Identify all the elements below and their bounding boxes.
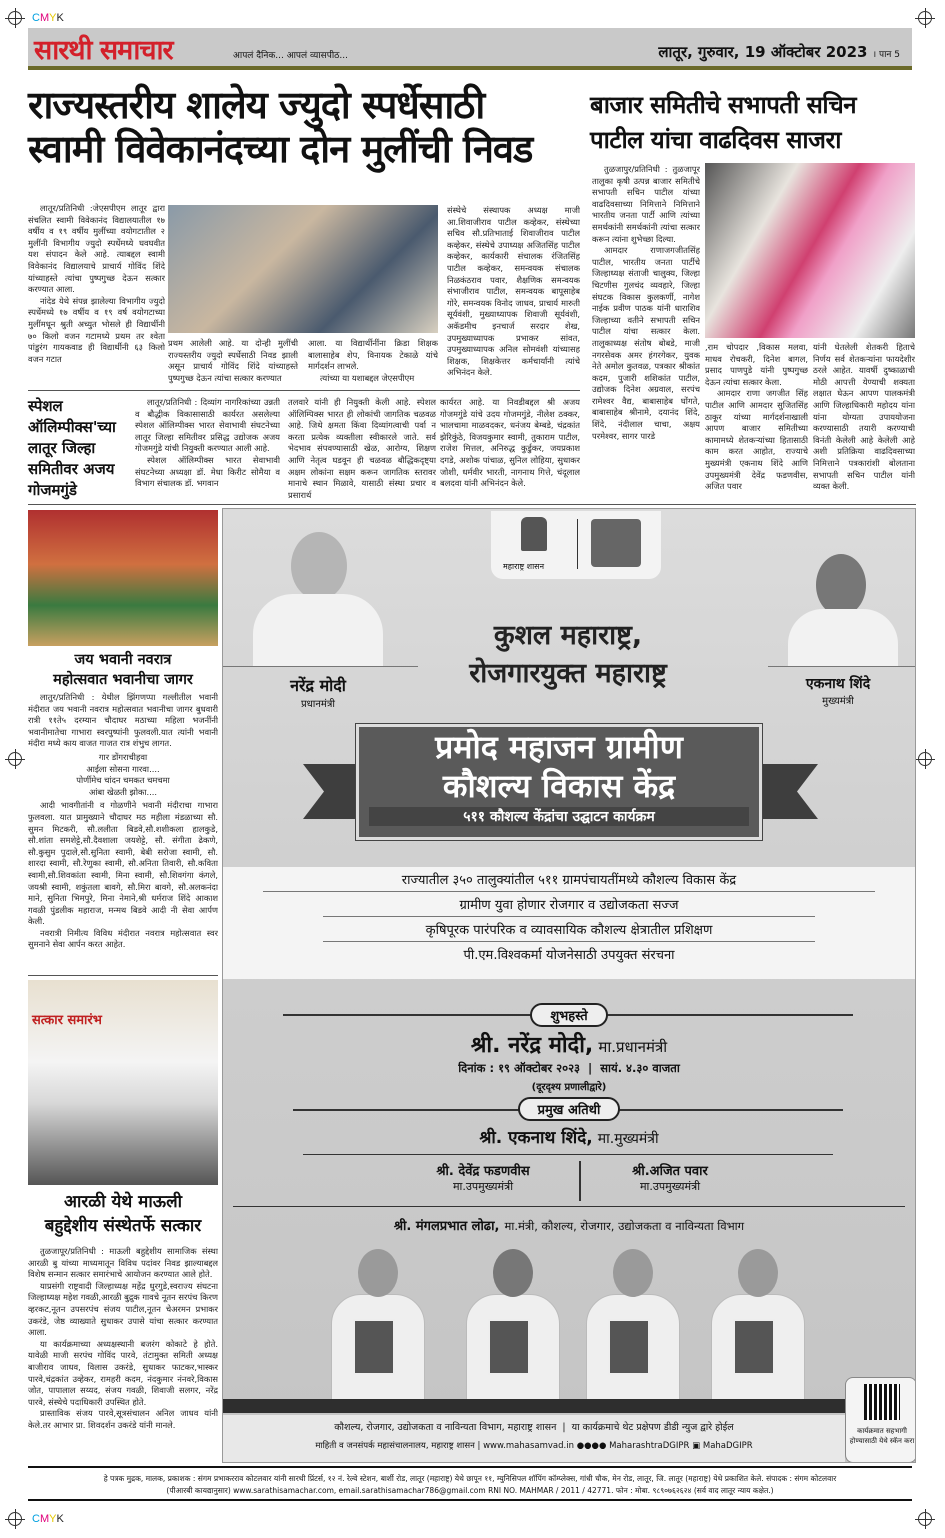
olympics-headline: स्पेशल ऑलिम्पीक्स'च्या लातूर जिल्हा समितीवर अजय गोजमगुंडे xyxy=(28,397,116,499)
youtube-icon: ▣ xyxy=(692,1441,701,1451)
divider xyxy=(28,975,218,976)
registration-mark-icon xyxy=(8,1512,22,1526)
qr-code[interactable] xyxy=(864,1384,900,1420)
judo-column-2: प्रथम आलेली आहे. या दोन्ही मुलींची राज्यस्तरीय ज्युदो स्पर्धेसाठी निवड झाली असून प्राचार्य गोविंद शिंदे यांच्याहस्ते पुष्पगुच्छ देऊन त्यांचा सत्कार करण्यात xyxy=(168,338,298,383)
qr-caption: कार्यक्रमात सहभागी होण्यासाठी येथे स्कॅन करा xyxy=(849,1427,915,1445)
chief-guest: श्री. नरेंद्र मोदी, मा.प्रधानमंत्री xyxy=(470,1033,668,1058)
leader-holding-magazine xyxy=(703,1249,813,1399)
judo-award-photo xyxy=(168,205,438,333)
registration-mark-icon xyxy=(918,1512,932,1526)
bazar-column-3: यांनी घेतलेली शेतकरी हिताचे निर्णय सर्व शेतकऱ्यांना फायदेशीर ठरले आहेत. यावर्षी दुष्काळाची मोठी आपत्ती येण्याची शक्यता लक्षात घेऊन आपण पालकमंत्री आणि जिल्हाधिकारी महोदय यांना यांना योग्यता उपाययोजना करण्यासाठी तयारी करण्याची विनंती केलेली आहे केलेली आहे अशी प्रतिक्रिया वाढदिवसाच्या निमित्ताने पत्रकारांशी बोलताना सभापती सचिन पाटील यांनी व्यक्त केली. xyxy=(813,342,915,492)
deputy-cm-2: श्री.अजित पवार मा.उपमुख्यमंत्री xyxy=(632,1164,708,1193)
cmyk-label: CMYK xyxy=(32,12,64,24)
leader-holding-magazine xyxy=(323,1249,433,1399)
registration-mark-icon xyxy=(8,752,22,766)
cm-caption: एकनाथ शिंदे मुख्यमंत्री xyxy=(805,676,871,707)
minister-line: श्री. मंगलप्रभात लोढा, मा.मंत्री, कौशल्य, रोजगार, उद्योजकता व नाविन्यता विभाग xyxy=(393,1219,745,1234)
national-emblem-icon xyxy=(521,517,547,551)
olympics-column-2: तलवारे यांनी ही नियुक्ती केली आहे. स्पेशल ऑलिम्पिक्स भारत ही लोकांची जागतिक चळवळ आहे. जिथे क्षमता किंवा दिव्यांगत्वाची पर्वा न करता प्रत्येक व्यक्तीला स्वीकारले जाते. सर्व भेदभाव संपवण्यासाठी खेळ, आरोग्य, शिक्षण आणि नेतृत्व घडवून ही चळवळ बौद्धिकदृष्ट्या अक्षम लोकांना सक्षम करून जागतिक स्तरावर मानाचे स्थान मिळावे, यासाठी संस्था प्रचार व प्रसारार्थ xyxy=(288,397,436,500)
verse: गार डोंगराचीहवा आईला सोसना गारवा.... पोर्णीमेच चांदन चमकत चमचमा आंबा खेळती झोका.... xyxy=(76,751,170,797)
leader-holding-magazine xyxy=(458,1249,568,1399)
birthday-felicitation-photo xyxy=(705,163,915,338)
website-link[interactable]: www.mahasamvad.in xyxy=(483,1441,574,1451)
leader-holding-magazine xyxy=(578,1249,688,1399)
judo-column-4: संस्थेचे संस्थापक अध्यक्ष माजी आ.शिवाजीराव पाटील कव्हेकर, संस्थेच्या सचिव सौ.प्रतिभाताई शिवाजीराव पाटील कव्हेकर, संस्थेचे उपाध्यक्ष अजितसिंह पाटील कव्हेकर, कार्यकारी संचालक रंजितसिंह पाटील कव्हेकर, समन्वयक संचालक निळकंठराव पवार, शैक्षणिक समन्वयक संभाजीराव पाटील, समन्वयक बापूसाहेब गोरे, समन्वयक विनोद जाधव, प्राचार्य मारुती सूर्यवंशी, मुख्याध्यापक शिवाजी सूर्यवंशी, अकॅडमीच इनचार्ज सरदार शेख, उपमुख्याध्यापक प्रभाकर सांवत, उपमुख्याध्यापक अनिल सोमवंशी यांच्यासह शिक्षक, शिक्षकेत्तर कर्मचार्यांनी त्यांचे अभिनंदन केले. xyxy=(447,205,580,378)
imprint-line: हे पत्रक मुद्रक, मालक, प्रकाशक : संगम प्रभाकरराव कोटलवार यांनी सारथी प्रिंटर्स, १२ नं. रेल्वे स्टेशन, बार्शी रोड, लातूर (महाराष्ट्र) येथे छापून ११, म्युनिसिपल शॉपिंग कॉम्प्लेक्स, गांधी चौक, मेन रोड, लातूर, जि. लातूर (महाराष्ट्र) येथे प्रकाशित केले. संपादक : संगम कोटलवार (पीआरबी कायद्यानुसार) www.sarathisamachar.com, email.sarathisamachar786@gmail.com RNI NO. MAHMAR / 2011 / 42771. फोन : मोबा. ९८९०७६२६२४ (सर्व वाद लातूर न्याय कक्षेत.) xyxy=(28,1466,912,1501)
bazar-column-1: तुळजापुर/प्रतिनिधी : तुळजापूर तालुका कृषी उत्पन्न बाजार समितीचे सभापती सचिन पाटील यांच्या वाढदिवसाच्या निमित्ताने निमित्ताने भारतीय जनता पार्टी आणि त्यांच्या समर्थकांनी समर्थकांनी त्यांचा सत्कार करून त्यांना शुभेच्छा दिल्या. आमदार राणाजगजीतसिंह पाटील, भारतीय जनता पार्टीचे जिल्हाध्यक्ष संताजी चालुक्य, जिल्हा चिटणीस गुलचंद व्यवहारे, जिल्हा संघटक विकास कुलकर्णी, नागेश नाईक प्रवीण पाठक यांनी धाराशिव जिल्हाच्या वतीने सभापती सचिन पाटील यांचा सत्कार केला. तालुकाध्यक्ष संतोष बोबडे, माजी नगरसेवक अमर हंगरगेकर, युवक नेते अमोल कुतवळ, पत्रकार श्रीकांत कदम, पुजारी शशिकांत पाटील, उद्योजक दिनेश अग्रवाल, सरपंच रामेश्वर वैद्य, बाबासाहेब घोंगते, बाबासाहेब श्रीनामे, दयानंद शिंदे, शिंदे, नंदीलाल चाचा, अक्षय परमेश्वर, सागर पारडे xyxy=(592,164,700,441)
guest-label: प्रमुख अतिथी xyxy=(518,1097,621,1121)
qr-section xyxy=(845,1377,916,1463)
judo-column-1: लातूर/प्रतिनिधी :जेएसपीएम लातूर द्वारा संचलित स्वामी विवेकानंद विद्यालयातील १७ वर्षीय व १९ वर्षीय मुलींच्या वयोगटातील २ मुलींनी विभागीय ज्युदो स्पर्धेमध्ये घवघवीत यश संपादन केले आहे. त्याबद्दल स्वामी विवेकानंद विद्यालयाचे प्राचार्य गोविंद शिंदे यांच्याहस्ते त्यांचा पुष्पगुच्छ देऊन सत्कार करण्यात आला. नांदेड येथे संपन्न झालेल्या विभागीय ज्युदो स्पर्धेमध्ये १७ वर्षीय व १९ वर्ष वयोगटाच्या मुलींमधून श्रुती अच्युत भोसले ही विद्यार्थीनी ७० किलो वजन गटामध्ये प्रथम तर श्वेता पांडुरंग गायकवाड ही विद्यार्थीनी ६३ किलो वजन गटात xyxy=(28,203,165,364)
skill-dept-emblem-icon xyxy=(591,519,641,567)
highlight-item: पी.एम.विश्वकर्मा योजनेसाठी उपयुक्त संरचना xyxy=(463,948,675,963)
judo-column-3: आला. या विद्यार्थीनींना क्रिडा शिक्षक बालासाहेब शेप, विनायक टेकाळे यांचे मार्गदर्शन लाभले. त्यांच्या या यशाबद्दल जेएसपीएम xyxy=(308,338,438,383)
dateline: लातूर, गुरुवार, 19 ऑक्टोबर 2023 । पान 5 xyxy=(658,43,900,61)
leaders-photo-strip xyxy=(223,1239,915,1399)
ad-slogan: कुशल महाराष्ट्र, रोजगारयुक्त महाराष्ट्र xyxy=(469,620,667,689)
event-mode: (दूरदृश्य प्रणालीद्वारे) xyxy=(531,1082,607,1093)
event-datetime: दिनांक : १९ ऑक्टोबर २०२३ | सायं. ४.३० वाजता xyxy=(458,1061,680,1075)
gov-label: महाराष्ट्र शासन xyxy=(503,562,545,571)
olympics-column-1: लातूर/प्रतिनिधी : दिव्यांग नागरिकांच्या उन्नती व बौद्धीक विकासासाठी कार्यरत असलेल्या स्पेशल ऑलिम्पीक्स भारत सेवाभावी संघटनेच्या लातूर जिल्हा समितीवर प्रसिद्ध उद्योजक अजय गोजमगुंडे यांची नियुक्ती करण्यात आली आहे. स्पेशल ऑलिम्पीक्स भारत सेवाभावी संघटनेच्या अध्यक्षा डॉ. मेधा किरीट सोमैया व विभाग संचालक डॉ. भगवान xyxy=(135,397,280,489)
deputy-cm-1: श्री. देवेंद्र फडणवीस मा.उपमुख्यमंत्री xyxy=(436,1164,530,1193)
divider xyxy=(28,390,580,391)
government-logos xyxy=(491,511,661,579)
registration-mark-icon xyxy=(8,11,22,25)
pm-portrait xyxy=(243,524,393,664)
registration-mark-icon xyxy=(918,11,932,25)
shubhaste-label: शुभहस्ते xyxy=(530,1003,607,1027)
tagline: आपलं दैनिक... आपलं व्यासपीठ... xyxy=(233,51,348,61)
aarli-felicitation-photo xyxy=(28,980,218,1185)
guest-of-honour: श्री. एकनाथ शिंदे, मा.मुख्यमंत्री xyxy=(479,1128,659,1148)
divider xyxy=(28,504,916,505)
cm-portrait xyxy=(778,554,908,666)
photo-banner-text: सत्कार समारंभ xyxy=(32,1013,102,1028)
aarli-article: तुळजापूर/प्रतिनिधी : माऊली बहुद्देशीय सामाजिक संस्था आरळी बु यांच्या माध्यमातून विविध पदांवर निवड झाल्याबद्दल विशेष सन्मान सत्कार समारंभाचे आयोजन करण्यात आले होते. याप्रसंगी राष्ट्रवादी जिल्हाध्यक्ष महेंद्र धुरगुडे,स्वराज्य संघटना जिल्हाध्यक्ष महेश गवळी,आरळी बुद्रुक गावचे नूतन सरपंच किरण व्हरकट,नूतन उपसरपंच संजय पाटील,नूतन चेअरमन प्रभाकर उकरंडे, जेष्ठ व्याख्याते सुधाकर उपासे यांचा सत्कार करण्यात आला. या कार्यक्रमाच्या अध्यक्षस्थानी बजरंग कोकाटे हे होते. यावेळी माजी सरपंच गोविंद पारवे, तंटामुक्त समिती अध्यक्ष बाजीराव जाधव, विलास उकरंडे, सुधाकर फाटकर,भास्कर पारवे,चंद्रकांत उव्हेकर, रामहरी कदम, नंदकुमार नंनवरे,विकास जोत, पापालाल सय्यद, संजय गवळी, शिवाजी सलगर, नरेंद्र पारवे, संस्थेचे पदाधिकारी उपस्थित होते. प्रास्ताविक संजय पारवे,सूत्रसंचालन अनिल जाधव यांनी केले.तर आभार प्रा. शिवदर्शन उकरंडे यांनी मानले. xyxy=(28,1246,218,1430)
aarli-headline: आरळी येथे माऊली बहुद्देशीय संस्थेतर्फे सत्कार xyxy=(44,1192,202,1236)
navratra-article: लातुर/प्रतिनिधी : येथील झिंगणप्पा गल्लीतील भवानी मंदीरात जय भवानी नवरात्र महोत्सवात भवानीचा जागर बुधवारी रात्री ११ते५ दरम्यान चौदाघर मठाच्या महिला भजनींनी भवानीमातेचा गाभारा स्वरपुष्पांनी फुलवली.यात त्यांनी भवानी मंदीरा मध्ये काय वाजत गाजत रात्र शंभुच लागत. गार डोंगराचीहवा आईला सोसना गारवा.... पोर्णीमेच चांदन चमकत चमचमा आंबा खेळती झोका.... आदी भावगीतांनी व गोळणीने भवानी मंदीराचा गाभारा फुलवला. यात प्रामुख्याने चौदाघर मठ महीला मंडळाच्या सौ. सुमन मिटकरी, सौ.ललीता बिडवे,सौ.शशीकला हालकुडे, सौ.शांता समशेट्टे,सौ.दैवशाला जयशेट्टे, सौ. संगीता ढेकणे, सौ.कुसुम पुदाले,सौ.सुनिता स्वामी, बेबी सरोजा स्वामी, सौ. शारदा स्वामी, सौ.रेणुका स्वामी, सौ.अनिता तिवारी, सौ.कविता स्वामी,सौ.शिवकांता स्वामी, मिना स्वामी, सौ.शिवगंगा कंगले, जयश्री स्वामी, शकुंतला बावगे, सौ.मिरा बावगे, सौ.अलकनंदा माने, सुनिता भिमपुरे, मिना नेमाने,श्री धर्मराज शिंदे आकाश गवळी पुंडलीक महाराज, मन्मथ बिडवे आदी नी सेवा आर्पण केली. नवरात्री निमीत्य विविध मंदीरात नवरात्र महोत्सवात स्वर सुमनाने सेवा आर्पन करत आहेत. xyxy=(28,692,218,950)
highlight-item: कृषिपूरक पारंपरिक व व्यावसायिक कौशल्य क्षेत्रातील प्रशिक्षण xyxy=(323,917,815,942)
social-icons: ●●●● xyxy=(576,1441,607,1451)
judo-headline: राज्यस्तरीय शालेय ज्युदो स्पर्धेसाठी स्वामी विवेकानंदच्या दोन मुलींची निवड xyxy=(28,83,533,171)
navratri-temple-photo xyxy=(28,510,218,646)
navratra-headline: जय भवानी नवरात्र महोत्सवात भवानीचा जागर xyxy=(53,652,193,688)
newspaper-logo: सारथी समाचार xyxy=(34,35,173,66)
highlight-item: राज्यातील ३५० तालुक्यांतील ५११ ग्रामपंचायतींमध्ये कौशल्य विकास केंद्र xyxy=(263,867,875,892)
pm-caption: नरेंद्र मोदी प्रधानमंत्री xyxy=(290,676,346,710)
bazar-headline: बाजार समितीचे सभापती सचिन पाटील यांचा वाढदिवस साजरा xyxy=(590,91,857,154)
highlights xyxy=(223,867,915,979)
ad-footer: कौशल्य, रोजगार, उद्योजकता व नाविन्यता विभाग, महाराष्ट्र शासन | या कार्यक्रमाचे थेट प्रक्षेपण डीडी न्युज द्वारे होईल माहिती व जनसंपर्क महासंचालनालय, महाराष्ट्र शासन | www.mahasamvad.in ●●●● MaharashtraDGIPR ▣ MahaDGIPR xyxy=(223,1415,845,1463)
registration-mark-icon xyxy=(918,752,932,766)
cmyk-label: CMYK xyxy=(32,1513,64,1525)
bazar-column-2: ,राम चोपदार ,विकास मलवा, माधव रोचकरी, दिनेश बागल, प्रसाद पाणपुडे यांनी पुष्पगुच्छ देऊन त्यांचा सत्कार केला. आमदार राणा जगजीत सिंह पाटील आणि आमदार सुजितसिंह ठाकूर यांच्या मार्गदर्शनाखाली आपण बाजार समितीच्या कामामध्ये शेतकऱ्यांच्या हितासाठी काम करत आहोत, राज्याचे मुख्यमंत्री एकनाथ शिंदे आणि उपमुख्यमंत्री देवेंद्र फडणवीस, अजित पवार xyxy=(705,342,808,492)
highlight-item: ग्रामीण युवा होणार रोजगार व उद्योजकता सज्ज xyxy=(323,892,815,917)
government-advertisement xyxy=(222,508,916,1463)
masthead xyxy=(28,28,912,70)
olympics-column-3: कार्यरत आहे. या निवडीबद्दल श्री अजय गोजमगुंडे यांचे उदय गोजमगुंडे, नीलेश ठक्कर, भालचामा माळवदकर, धनंजय बेम्बडे, चंद्रकांत झेरिकुंठे, विजयकुमार स्वामी, तुकाराम पाटील, राजेश मित्तल, अनिरुद्ध कुर्डुकर, जयप्रकाश दगडे, अशोक पांचाळ, सुनिल लोहिया, सुधाकर जोशी, धर्मवीर भारती, नागनाथ गित्ते, चंदूलाल बलदवा यांनी अभिनंदन केले. xyxy=(440,397,580,489)
scheme-title-banner: प्रमोद महाजन ग्रामीण कौशल्य विकास केंद्र ५११ कौशल्य केंद्रांचा उद्घाटन कार्यक्रम xyxy=(356,724,762,840)
